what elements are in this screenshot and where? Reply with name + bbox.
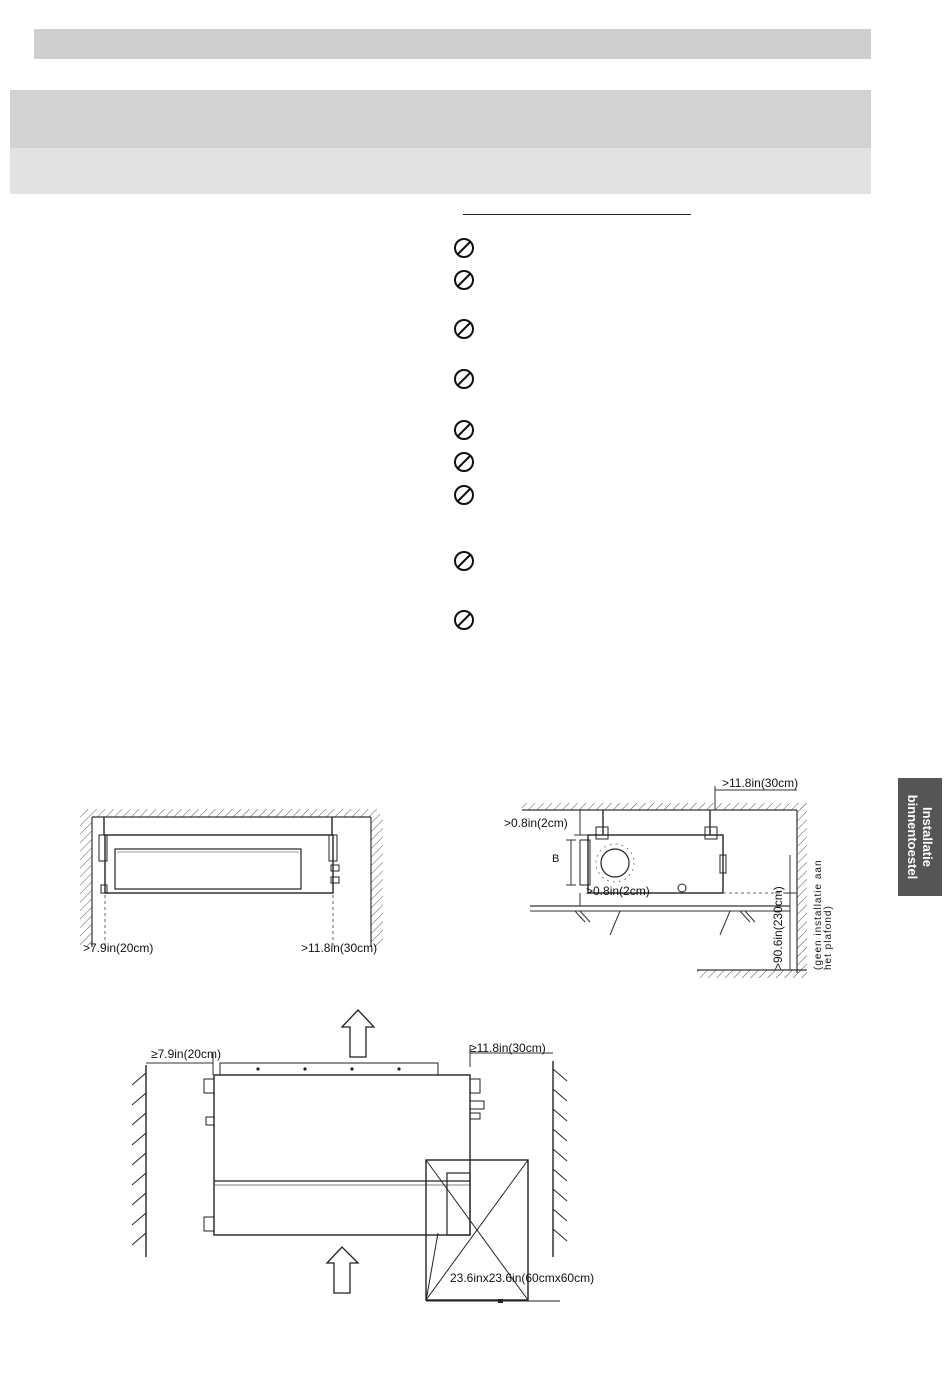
side-top-right-clearance: >11.8in(30cm)	[722, 776, 799, 790]
side-note-line1: (geen installatie aan	[813, 859, 824, 970]
prohibition-icon	[453, 451, 475, 473]
front-left-clearance: >7.9in(20cm)	[83, 941, 154, 955]
side-tab	[898, 778, 942, 896]
top-access-panel: 23.6inx23.6in(60cmx60cm)	[450, 1271, 595, 1285]
front-view-diagram	[75, 805, 395, 965]
prohibition-icon	[453, 484, 475, 506]
section-subtitle-band	[10, 148, 871, 194]
prohibition-icon	[453, 550, 475, 572]
side-view-diagram	[500, 770, 845, 985]
prohibition-icon	[453, 368, 475, 390]
header-band-top	[34, 29, 871, 59]
section-title-band	[10, 90, 871, 148]
prohibition-icon	[453, 609, 475, 631]
side-bottom-clearance: >0.8in(2cm)	[586, 884, 650, 898]
side-tab-line2: binnentoestel	[905, 794, 920, 880]
top-view-diagram	[120, 1005, 620, 1310]
side-top-clearance: >0.8in(2cm)	[504, 816, 568, 830]
heading-underline	[463, 214, 691, 215]
prohibition-icon	[453, 269, 475, 291]
top-left-clearance: ≥7.9in(20cm)	[151, 1047, 221, 1061]
side-floor-height: >90.6in(230cm)	[771, 886, 785, 970]
front-right-clearance: >11.8in(30cm)	[301, 941, 378, 955]
top-right-clearance: ≥11.8in(30cm)	[470, 1041, 546, 1055]
side-note-line2: het plafond)	[823, 905, 834, 970]
prohibition-icon	[453, 419, 475, 441]
side-tab-line1: Installatie	[920, 807, 935, 867]
side-label-b: B	[552, 853, 560, 865]
prohibition-icon	[453, 318, 475, 340]
prohibition-icon	[453, 237, 475, 259]
